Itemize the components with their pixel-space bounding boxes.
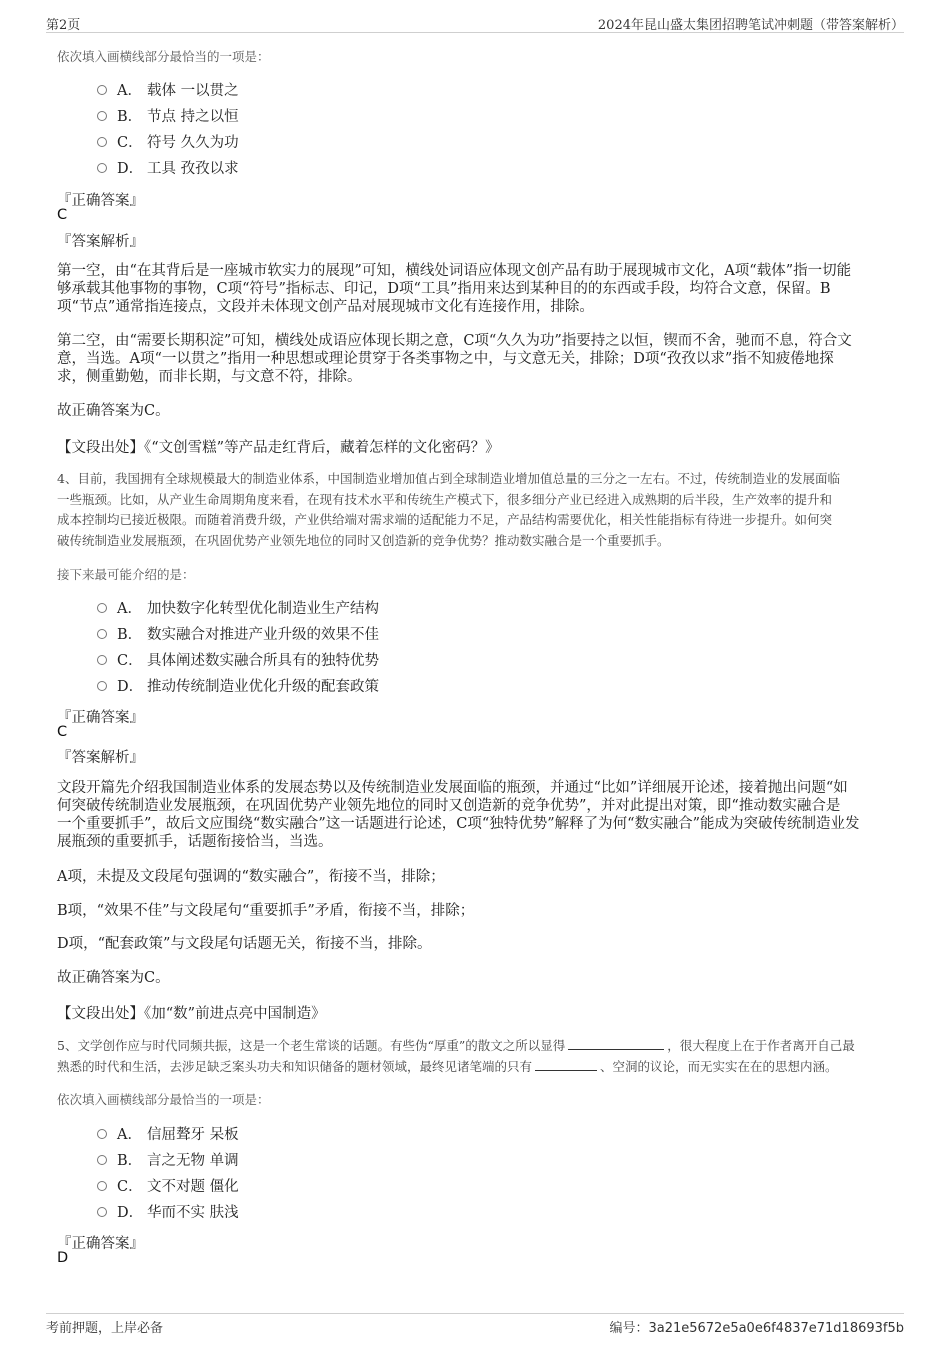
radio-icon[interactable] xyxy=(97,163,107,173)
q4-option-a[interactable]: A． 加快数字化转型优化制造业生产结构 xyxy=(97,598,379,620)
q4-option-b[interactable]: B． 数实融合对推进产业升级的效果不佳 xyxy=(97,624,379,646)
radio-icon[interactable] xyxy=(97,681,107,691)
q3-prompt: 依次填入画横线部分最恰当的一项是： xyxy=(57,49,270,64)
q5-stem: 5、文学创作应与时代同频共振，这是一个老生常谈的话题。有些伪“厚重”的散文之所以显得 ，很大程度上在于作者离开自己最 熟悉的时代和生活，去涉足缺乏案头功夫和知识储备的题材领域，最终见诸笔端的只有 、空洞的议论，而无实实在在的思想内涵。 xyxy=(57,1038,855,1074)
radio-icon[interactable] xyxy=(97,1129,107,1139)
q4-answer-label: 『正确答案』 xyxy=(57,710,144,726)
radio-icon[interactable] xyxy=(97,629,107,639)
q3-option-b[interactable]: B． 节点 持之以恒 xyxy=(97,106,239,128)
q4-answer: C xyxy=(57,724,68,740)
q3-answer: C xyxy=(57,207,68,223)
q3-option-d[interactable]: D． 工具 孜孜以求 xyxy=(97,158,239,180)
q5-blank-2 xyxy=(535,1058,597,1071)
q5-option-a[interactable]: A． 信屈聱牙 呆板 xyxy=(97,1124,239,1146)
q4-option-d[interactable]: D． 推动传统制造业优化升级的配套政策 xyxy=(97,676,379,698)
radio-icon[interactable] xyxy=(97,1207,107,1217)
q3-source: 【文段出处】《“文创雪糕”等产品走红背后，藏着怎样的文化密码？》 xyxy=(57,440,500,456)
document-title: 2024年昆山盛太集团招聘笔试冲刺题（带答案解析） xyxy=(597,18,904,33)
q4-source: 【文段出处】《加“数”前进点亮中国制造》 xyxy=(57,1006,326,1022)
q4-analysis-para-2: A项，未提及文段尾句强调的“数实融合”，衔接不当，排除； xyxy=(57,869,445,885)
page-header xyxy=(46,14,904,33)
q5-option-d[interactable]: D． 华而不实 肤浅 xyxy=(97,1202,239,1224)
radio-icon[interactable] xyxy=(97,137,107,147)
q4-analysis-para-3: B项，“效果不佳”与文段尾句“重要抓手”矛盾，衔接不当，排除； xyxy=(57,903,475,919)
q3-answer-label: 『正确答案』 xyxy=(57,193,144,209)
q4-conclusion: 故正确答案为C。 xyxy=(57,970,170,986)
radio-icon[interactable] xyxy=(97,85,107,95)
page-number: 第2页 xyxy=(46,18,81,33)
q5-option-c[interactable]: C． 文不对题 僵化 xyxy=(97,1176,239,1198)
q3-analysis-para-1: 第一空，由“在其背后是一座城市软实力的展现”可知，横线处词语应体现文创产品有助于展现城市文化，A项“载体”指一切能 够承载其他事物的事物，C项“符号”指标志、印记，D项“工具”指用来达到某种目的的东西或手段，均符合文意，保留。B 项“节点”通常指连接点，文段并未体现文创产品对展现城市文化有连接作用，排除。 xyxy=(57,263,852,315)
radio-icon[interactable] xyxy=(97,603,107,613)
q4-prompt: 接下来最可能介绍的是： xyxy=(57,567,195,582)
q4-analysis-para-4: D项，“配套政策”与文段尾句话题无关，衔接不当，排除。 xyxy=(57,936,432,952)
q5-answer: D xyxy=(57,1250,69,1266)
footer-slogan: 考前押题，上岸必备 xyxy=(46,1321,164,1336)
q5-blank-1 xyxy=(568,1037,664,1050)
radio-icon[interactable] xyxy=(97,1155,107,1165)
q4-analysis-para-1: 文段开篇先介绍我国制造业体系的发展态势以及传统制造业发展面临的瓶颈，并通过“比如”详细展开论述，接着抛出问题“如 何突破传统制造业发展瓶颈，在巩固优势产业领先地位的同时又创造新的竞争优势”，并对此提出对策，即“推动数实融合是 一个重要抓手”，故后文应围绕“数实融合”这一话题进行论述，C项“独特优势”解释了为何“数实融合”能成为突破传统制造业发 展瓶颈的重要抓手，话题衔接恰当，当选。 xyxy=(57,780,860,850)
document-code: 编号：3a21e5672e5a0e6f4837e71d18693f5b xyxy=(609,1321,904,1336)
q3-analysis-para-2: 第二空，由“需要长期积淀”可知，横线处成语应体现长期之意，C项“久久为功”指要持之以恒，锲而不舍，驰而不息，符合文 意，当选。A项“一以贯之”指用一种思想或理论贯穿于各类事物之中，与文意无关，排除；D项“孜孜以求”指不知疲倦地探 求，侧重勤勉，而非长期，与文意不符，排除。 xyxy=(57,333,852,385)
page-footer xyxy=(46,1313,904,1336)
radio-icon[interactable] xyxy=(97,111,107,121)
q5-option-b[interactable]: B． 言之无物 单调 xyxy=(97,1150,239,1172)
q4-analysis-label: 『答案解析』 xyxy=(57,750,144,766)
q5-prompt: 依次填入画横线部分最恰当的一项是： xyxy=(57,1092,270,1107)
q3-conclusion: 故正确答案为C。 xyxy=(57,403,170,419)
q3-option-c[interactable]: C． 符号 久久为功 xyxy=(97,132,239,154)
q3-analysis-label: 『答案解析』 xyxy=(57,234,144,250)
radio-icon[interactable] xyxy=(97,1181,107,1191)
q3-option-a[interactable]: A． 载体 一以贯之 xyxy=(97,80,239,102)
radio-icon[interactable] xyxy=(97,655,107,665)
q5-answer-label: 『正确答案』 xyxy=(57,1236,144,1252)
q4-stem: 4、目前，我国拥有全球规模最大的制造业体系，中国制造业增加值占到全球制造业增加值总量的三分之一左右。不过，传统制造业的发展面临 一些瓶颈。比如，从产业生命周期角度来看，在现有技术水平和传统生产模式下，很多细分产业已经进入成熟期的后半段，生产效率的提升和 成本控制均已接近极限。而随着消费升级，产业供给端对需求端的适配能力不足，产品结构需要优化，相关性能指标有待进一步提升。如何突 破传统制造业发展瓶颈，在巩固优势产业领先地位的同时又创造新的竞争优势？推动数实融合是一个重要抓手。 xyxy=(57,471,840,548)
q4-option-c[interactable]: C． 具体阐述数实融合所具有的独特优势 xyxy=(97,650,379,672)
